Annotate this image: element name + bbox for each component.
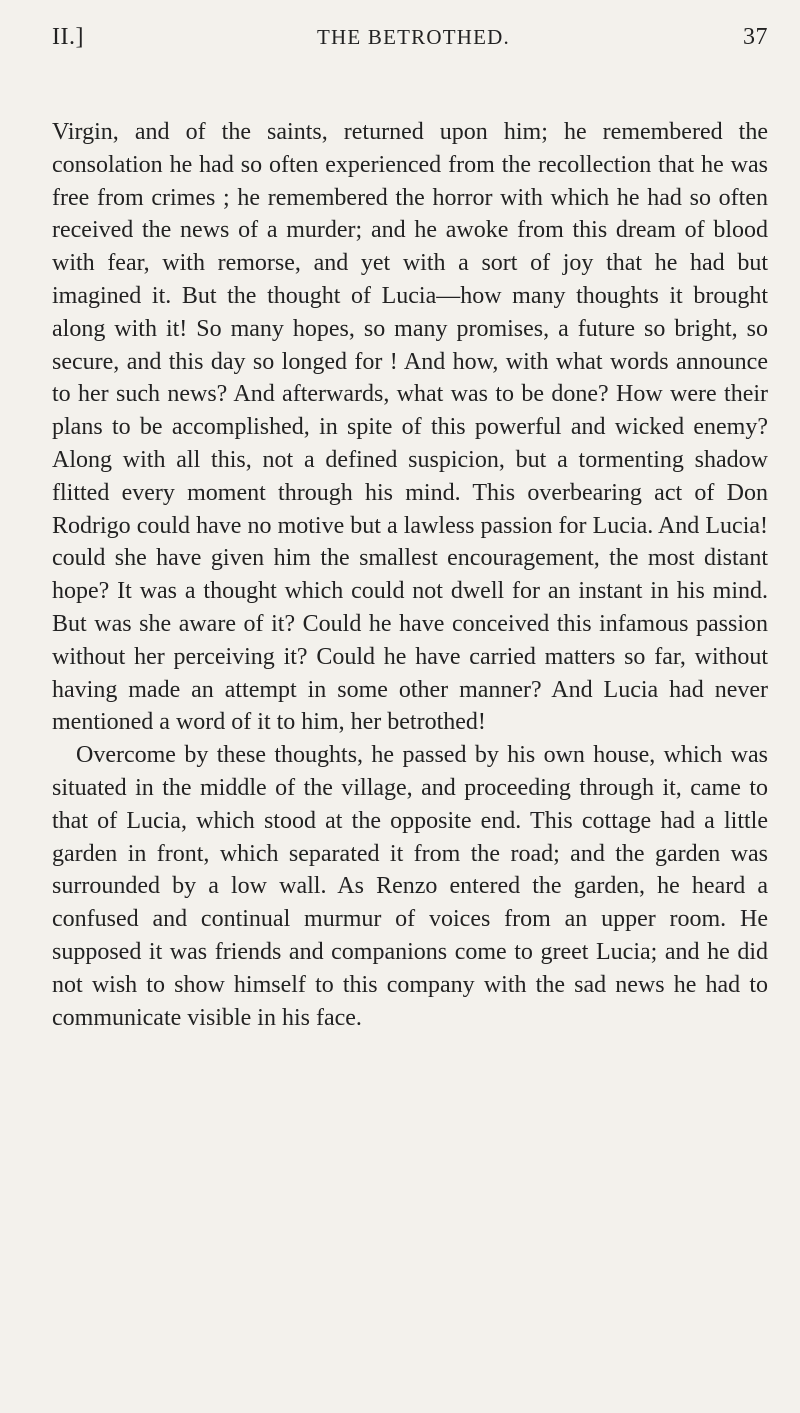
chapter-marker: II.] (52, 24, 84, 50)
running-title: THE BETROTHED. (317, 25, 510, 49)
book-page (52, 24, 768, 1034)
page-number: 37 (743, 24, 768, 50)
page-body (52, 116, 768, 1034)
paragraph-2: Overcome by these thoughts, he passed by his own house, which was situated in the middle of the village, and proceeding through it, came to that of Lucia, which stood at the opposite end. This cottage had a little garden in front, which separated it from the road; and the garden was surrounded by a low wall. As Renzo entered the garden, he heard a confused and continual murmur of voices from an upper room. He supposed it was friends and companions come to greet Lucia; and he did not wish to show himself to this company with the sad news he had to communicate visible in his face. (52, 742, 768, 1031)
running-header (52, 24, 768, 84)
paragraph-1: Virgin, and of the saints, returned upon him; he remembered the consolation he had so often experienced from the recollection that he was free from crimes ; he remembered the horror with which he had so often received the news of a murder; and he awoke from this dream of blood with fear, with remorse, and yet with a sort of joy that he had but imagined it. But the thought of Lucia—how many thoughts it brought along with it! So many hopes, so many promises, a future so bright, so secure, and this day so longed for ! And how, with what words announce to her such news? And afterwards, what was to be done? How were their plans to be accomplished, in spite of this powerful and wicked enemy? Along with all this, not a defined suspicion, but a tormenting shadow flitted every moment through his mind. This overbearing act of Don Rodrigo could have no motive but a lawless passion for Lucia. And Lucia! could she have given him the smallest encouragement, the most distant hope? It was a thought which could not dwell for an instant in his mind. But was she aware of it? Could he have conceived this infamous passion without her perceiving it? Could he have carried matters so far, without having made an attempt in some other manner? And Lucia had never mentioned a word of it to him, her betrothed! (52, 119, 768, 736)
